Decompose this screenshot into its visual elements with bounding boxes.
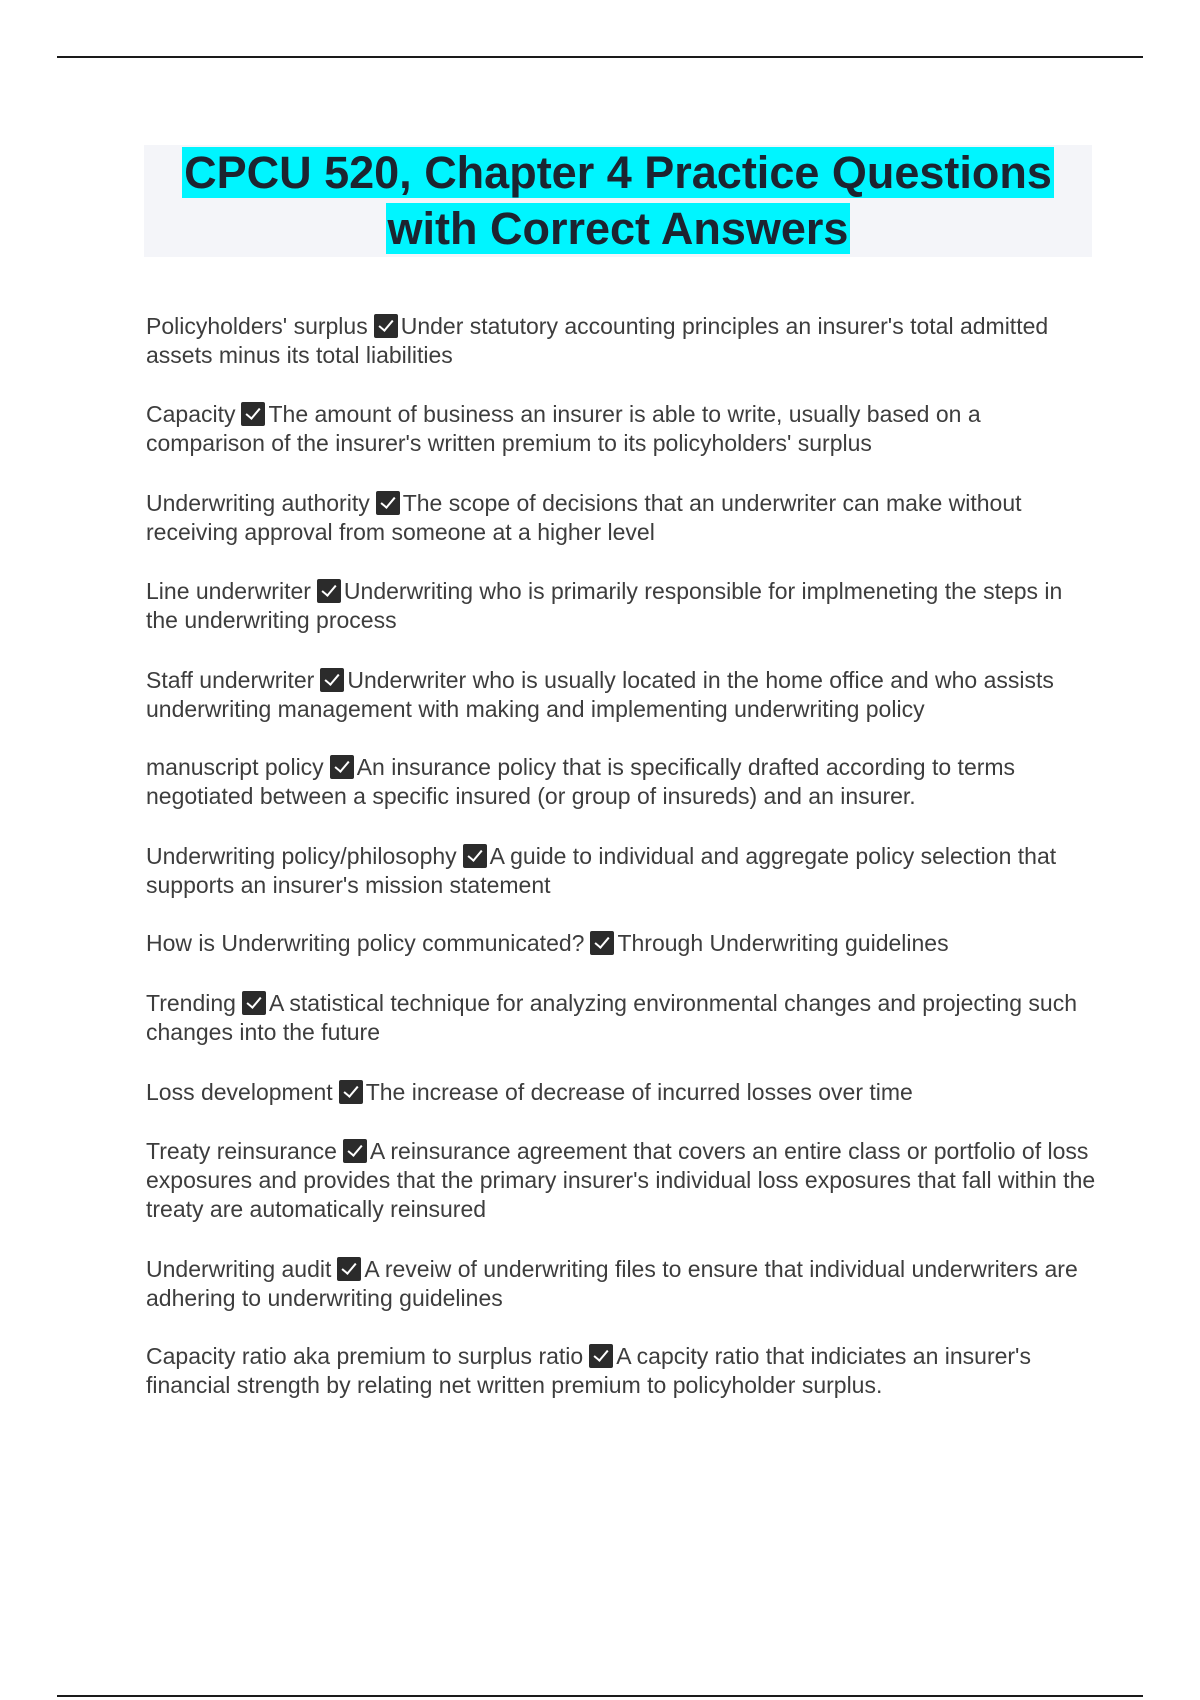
entry-definition: Underwriter who is usually located in the home office and who assists underwriting management with making and implementing underwriting policy [146, 667, 1054, 722]
checkmark-box-icon [339, 1080, 363, 1104]
entry-term: Staff underwriter [146, 667, 315, 693]
entry-term: Treaty reinsurance [146, 1138, 337, 1164]
entry-definition: A capcity ratio that indiciates an insurer's financial strength by relating net written premium to policyholder surplus. [146, 1343, 1031, 1398]
checkmark-box-icon [374, 314, 398, 338]
entry-definition: A reinsurance agreement that covers an entire class or portfolio of loss exposures and provides that the primary insurer's individual loss exposures that fall within the treaty are automatically reinsured [146, 1138, 1096, 1222]
entry-definition: Through Underwriting guidelines [617, 930, 949, 956]
entry-term: Trending [146, 990, 236, 1016]
qa-entry [146, 1255, 1096, 1313]
entry-definition: A statistical technique for analyzing environmental changes and projecting such changes into the future [146, 990, 1077, 1045]
checkmark-box-icon [590, 931, 614, 955]
qa-entry [146, 1078, 1096, 1107]
entry-term: Underwriting authority [146, 490, 370, 516]
entry-definition: The amount of business an insurer is able to write, usually based on a comparison of the insurer's written premium to its policyholders' surplus [146, 401, 981, 456]
checkmark-box-icon [242, 991, 266, 1015]
entry-term: How is Underwriting policy communicated? [146, 930, 585, 956]
qa-entry [146, 842, 1096, 900]
entry-term: Loss development [146, 1079, 333, 1105]
top-rule [57, 56, 1143, 58]
checkmark-box-icon [241, 402, 265, 426]
entry-definition: The increase of decrease of incurred losses over time [365, 1079, 913, 1105]
qa-entry [146, 753, 1096, 811]
entry-term: Line underwriter [146, 578, 311, 604]
checkmark-box-icon [337, 1257, 361, 1281]
entry-definition: An insurance policy that is specifically drafted according to terms negotiated between a specific insured (or group of insureds) and an insurer. [146, 754, 1016, 809]
entry-term: Underwriting audit [146, 1256, 332, 1282]
qa-entry [146, 312, 1096, 370]
qa-entry [146, 1342, 1096, 1400]
entry-definition: The scope of decisions that an underwriter can make without receiving approval from someone at a higher level [146, 490, 1022, 545]
entry-term: Policyholders' surplus [146, 313, 368, 339]
checkmark-box-icon [330, 755, 354, 779]
qa-entry [146, 400, 1096, 458]
qa-entry [146, 666, 1096, 724]
checkmark-box-icon [376, 491, 400, 515]
entry-term: manuscript policy [146, 754, 324, 780]
document-title [144, 145, 1092, 257]
title-line-1: CPCU 520, Chapter 4 Practice Questions [184, 147, 1052, 198]
entry-definition: Underwriting who is primarily responsible for implmeneting the steps in the underwriting process [146, 578, 1063, 633]
entry-definition: Under statutory accounting principles an insurer's total admitted assets minus its total liabilities [146, 313, 1049, 368]
checkmark-box-icon [343, 1139, 367, 1163]
title-line-2: with Correct Answers [387, 203, 849, 254]
qa-entry [146, 929, 1096, 958]
checkmark-box-icon [317, 579, 341, 603]
qa-entry [146, 1137, 1096, 1224]
bottom-rule [57, 1695, 1143, 1697]
checkmark-box-icon [589, 1344, 613, 1368]
qa-entry [146, 989, 1096, 1047]
qa-entry [146, 577, 1096, 635]
entry-term: Underwriting policy/philosophy [146, 843, 457, 869]
checkmark-box-icon [463, 844, 487, 868]
entry-term: Capacity [146, 401, 236, 427]
qa-entry [146, 489, 1096, 547]
entry-definition: A guide to individual and aggregate policy selection that supports an insurer's mission statement [146, 843, 1057, 898]
checkmark-box-icon [320, 668, 344, 692]
entry-definition: A reveiw of underwriting files to ensure that individual underwriters are adhering to underwriting guidelines [146, 1256, 1078, 1311]
entry-term: Capacity ratio aka premium to surplus ratio [146, 1343, 584, 1369]
